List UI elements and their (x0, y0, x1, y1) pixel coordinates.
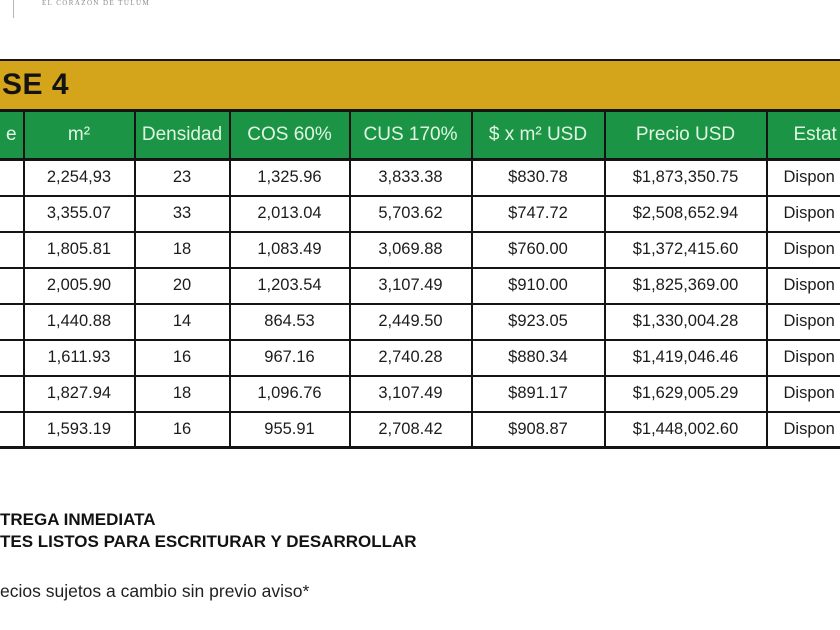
phase-banner (0, 59, 840, 109)
cell-estatus: Dispon (767, 196, 840, 232)
cell-precio_m2: $747.72 (472, 196, 605, 232)
phase-title: SE 4 (2, 68, 70, 101)
cell-cos: 955.91 (230, 412, 350, 448)
logo-tagline: EL CORAZÓN DE TULUM (42, 0, 151, 7)
cell-cos: 1,203.54 (230, 268, 350, 304)
cell-cus: 2,740.28 (350, 340, 472, 376)
cell-lote (0, 160, 24, 196)
column-header-precio_m2: $ x m² USD (472, 111, 605, 160)
cell-cus: 3,107.49 (350, 376, 472, 412)
cell-densidad: 16 (135, 340, 230, 376)
cell-estatus: Dispon (767, 304, 840, 340)
cell-cos: 1,083.49 (230, 232, 350, 268)
cell-cos: 1,096.76 (230, 376, 350, 412)
cell-precio: $1,825,369.00 (605, 268, 767, 304)
cell-cus: 2,449.50 (350, 304, 472, 340)
cell-precio: $2,508,652.94 (605, 196, 767, 232)
table-row (0, 232, 840, 268)
cell-estatus: Dispon (767, 160, 840, 196)
cell-lote (0, 412, 24, 448)
cell-m2: 1,827.94 (24, 376, 135, 412)
cell-precio_m2: $923.05 (472, 304, 605, 340)
cell-lote (0, 232, 24, 268)
price-table-wrap (0, 109, 840, 449)
table-row (0, 304, 840, 340)
header-row (0, 111, 840, 160)
cell-precio: $1,873,350.75 (605, 160, 767, 196)
cell-lote (0, 268, 24, 304)
cell-cus: 3,069.88 (350, 232, 472, 268)
cell-lote (0, 196, 24, 232)
cell-precio_m2: $760.00 (472, 232, 605, 268)
cell-densidad: 33 (135, 196, 230, 232)
table-row (0, 196, 840, 232)
table-row (0, 376, 840, 412)
cell-m2: 3,355.07 (24, 196, 135, 232)
column-header-lote: e (0, 111, 24, 160)
cell-cus: 5,703.62 (350, 196, 472, 232)
cell-estatus: Dispon (767, 412, 840, 448)
cell-cos: 864.53 (230, 304, 350, 340)
cell-m2: 2,005.90 (24, 268, 135, 304)
column-header-m2: m² (24, 111, 135, 160)
cell-lote (0, 340, 24, 376)
table-row (0, 160, 840, 196)
cell-densidad: 16 (135, 412, 230, 448)
cell-cus: 3,107.49 (350, 268, 472, 304)
cell-densidad: 18 (135, 232, 230, 268)
cell-cus: 2,708.42 (350, 412, 472, 448)
cell-precio_m2: $880.34 (472, 340, 605, 376)
price-table-header (0, 111, 840, 160)
footer-line-delivery: TREGA INMEDIATA (0, 510, 156, 529)
cell-cus: 3,833.38 (350, 160, 472, 196)
footer-line-lots: TES LISTOS PARA ESCRITURAR Y DESARROLLAR (0, 532, 417, 551)
cell-estatus: Dispon (767, 268, 840, 304)
price-disclaimer: ecios sujetos a cambio sin previo aviso* (0, 581, 310, 601)
column-header-estatus: Estat (767, 111, 840, 160)
table-row (0, 340, 840, 376)
column-header-precio: Precio USD (605, 111, 767, 160)
cell-m2: 1,440.88 (24, 304, 135, 340)
cell-estatus: Dispon (767, 340, 840, 376)
cell-precio: $1,372,415.60 (605, 232, 767, 268)
cell-lote (0, 304, 24, 340)
cell-precio_m2: $910.00 (472, 268, 605, 304)
column-header-densidad: Densidad (135, 111, 230, 160)
cell-cos: 1,325.96 (230, 160, 350, 196)
cell-precio: $1,629,005.29 (605, 376, 767, 412)
table-row (0, 268, 840, 304)
cell-densidad: 20 (135, 268, 230, 304)
column-header-cos: COS 60% (230, 111, 350, 160)
cell-precio_m2: $830.78 (472, 160, 605, 196)
cell-estatus: Dispon (767, 232, 840, 268)
cell-precio: $1,330,004.28 (605, 304, 767, 340)
cell-m2: 1,805.81 (24, 232, 135, 268)
cell-precio_m2: $908.87 (472, 412, 605, 448)
column-header-cus: CUS 170% (350, 111, 472, 160)
table-row (0, 412, 840, 448)
logo-divider (13, 0, 14, 18)
cell-precio_m2: $891.17 (472, 376, 605, 412)
cell-m2: 2,254,93 (24, 160, 135, 196)
footer-note (0, 509, 417, 553)
cell-cos: 2,013.04 (230, 196, 350, 232)
cell-densidad: 14 (135, 304, 230, 340)
cell-cos: 967.16 (230, 340, 350, 376)
price-table (0, 109, 840, 449)
cell-lote (0, 376, 24, 412)
cell-m2: 1,593.19 (24, 412, 135, 448)
cell-estatus: Dispon (767, 376, 840, 412)
cell-densidad: 18 (135, 376, 230, 412)
cell-precio: $1,419,046.46 (605, 340, 767, 376)
cell-densidad: 23 (135, 160, 230, 196)
price-table-body (0, 160, 840, 448)
cell-m2: 1,611.93 (24, 340, 135, 376)
cell-precio: $1,448,002.60 (605, 412, 767, 448)
